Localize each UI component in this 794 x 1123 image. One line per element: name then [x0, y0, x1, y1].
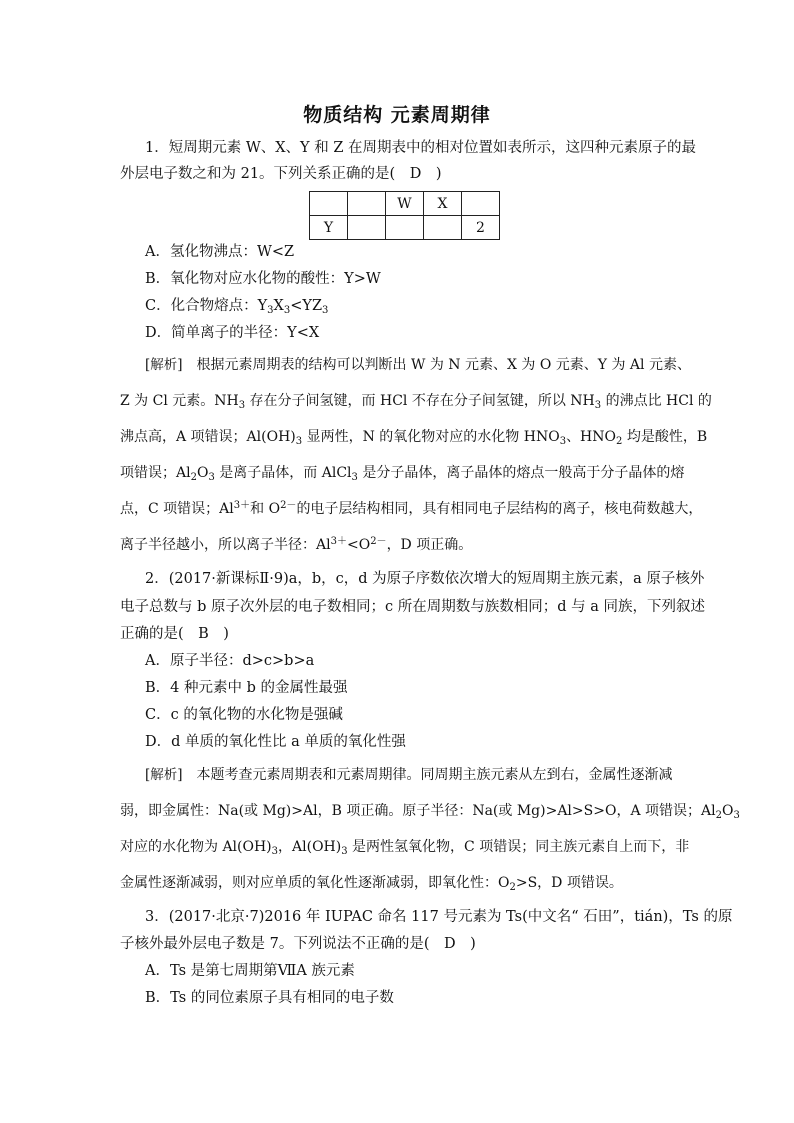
q1-option-b: B．氧化物对应水化物的酸性：Y>W [145, 271, 381, 287]
table-cell: W [386, 192, 424, 216]
table-cell: X [424, 192, 462, 216]
q3-option-b: B．Ts 的同位素原子具有相同的电子数 [145, 990, 394, 1006]
table-cell: 2 [462, 216, 500, 240]
q2-analysis-line3: 对应的水化物为 $Al(OH)_3$，$Al(OH)_3$ 是两性氢氧化物，C 项错误；同主族元素自上而下，非 [120, 839, 690, 857]
q2-analysis-line2: 弱，即金属性：Na(或 Mg)>Al，B 项正确。原子半径：Na(或 Mg)>Al>S>O，A 项错误；$Al_2O_3$ [120, 803, 740, 821]
q1-analysis-line6: 离子半径越小，所以离子半径：$Al^{3+}<O^{2-}$，D 项正确。 [120, 536, 473, 553]
table-cell [348, 216, 386, 240]
analysis-tag: [解析] [145, 767, 183, 783]
q3-option-a: A．Ts 是第七周期第ⅦA 族元素 [145, 963, 355, 979]
page-title: 物质结构 元素周期律 [303, 104, 491, 126]
q1-analysis-line5: 点，C 项错误；$Al^{3+}$和 $O^{2-}$的电子层结构相同，具有相同电子层结构的离子，核电荷数越大， [120, 500, 703, 517]
q2-analysis-line4: 金属性逐渐减弱，则对应单质的氧化性逐渐减弱，即氧化性：$O_2>S$，D 项错误。 [120, 875, 623, 893]
table-cell [424, 216, 462, 240]
table-row [310, 216, 500, 240]
table-cell [348, 192, 386, 216]
q1-stem-line1: 1．短周期元素 W、X、Y 和 Z 在周期表中的相对位置如表所示，这四种元素原子的最 [145, 140, 697, 156]
table-row [310, 192, 500, 216]
periodic-position-table [309, 191, 500, 240]
q2-stem-line3: 正确的是( B ) [120, 626, 229, 642]
q2-option-a: A．原子半径：d>c>b>a [145, 653, 315, 669]
table-cell [310, 192, 348, 216]
q1-option-a: A．氢化物沸点：W<Z [145, 244, 295, 260]
q2-option-d: D．d 单质的氧化性比 a 单质的氧化性强 [145, 734, 406, 750]
table-cell [462, 192, 500, 216]
q3-stem-line2: 子核外最外层电子数是 7。下列说法不正确的是( D ) [120, 936, 476, 952]
q1-option-d: D．简单离子的半径：Y<X [145, 325, 320, 341]
q3-stem-line1: 3．(2017·北京·7)2016 年 IUPAC 命名 117 号元素为 Ts(中文名“ 石田”，tián)，Ts 的原 [145, 909, 733, 925]
q1-option-c: C．化合物熔点：$Y_3X_3<YZ_3$ [145, 298, 329, 316]
q1-analysis-line1: [解析] 根据元素周期表的结构可以判断出 W 为 N 元素、X 为 O 元素、Y 为 Al 元素、 [145, 357, 691, 373]
q2-analysis-line1: [解析] 本题考查元素周期表和元素周期律。同周期主族元素从左到右，金属性逐渐减 [145, 767, 673, 783]
q1-stem-line2: 外层电子数之和为 21。下列关系正确的是( D ) [120, 166, 442, 182]
q1-analysis-line3: 沸点高，A 项错误；$Al(OH)_3$ 显两性，N 的氧化物对应的水化物 $HNO_3$、$HNO_2$ 均是酸性，B [120, 429, 708, 447]
q1-analysis-line4: 项错误；$Al_2O_3$ 是离子晶体，而 AlCl$_3$ 是分子晶体，离子晶体的熔点一般高于分子晶体的熔 [120, 465, 685, 483]
q2-option-b: B．4 种元素中 b 的金属性最强 [145, 680, 348, 696]
q2-stem-line2: 电子总数与 b 原子次外层的电子数相同；c 所在周期数与族数相同；d 与 a 同族，下列叙述 [120, 599, 705, 615]
q2-option-c: C．c 的氧化物的水化物是强碱 [145, 707, 343, 723]
table-cell: Y [310, 216, 348, 240]
q2-stem-line1: 2．(2017·新课标Ⅱ·9)a，b，c，d 为原子序数依次增大的短周期主族元素，a 原子核外 [145, 571, 705, 587]
q1-analysis-line2: Z 为 Cl 元素。$NH_3$ 存在分子间氢键，而 HCl 不存在分子间氢键，所以 $NH_3$ 的沸点比 HCl 的 [120, 393, 712, 411]
table-cell [386, 216, 424, 240]
analysis-tag: [解析] [145, 357, 183, 373]
